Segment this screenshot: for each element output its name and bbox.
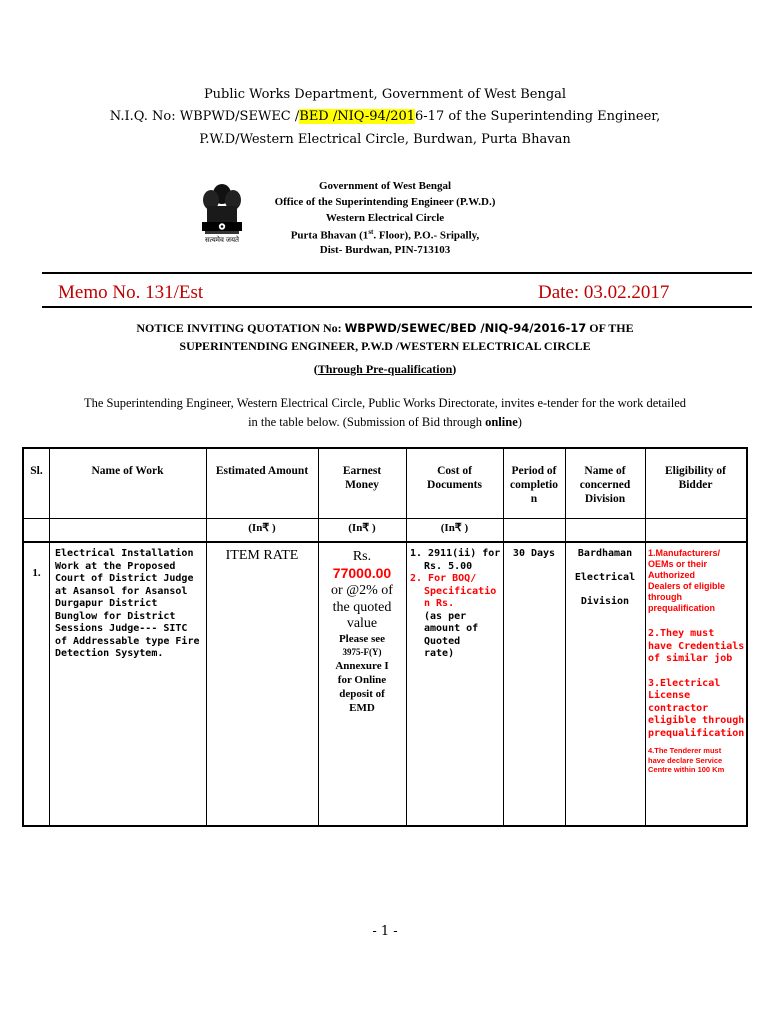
work-name-line: Bunglow for District xyxy=(55,610,176,622)
top-rule xyxy=(42,272,752,274)
eligibility-line: OEMs or their xyxy=(648,559,708,569)
header-sl: Sl. xyxy=(30,465,43,477)
memo-number: Memo No. 131/Est xyxy=(58,282,204,303)
col-divider xyxy=(645,449,646,825)
earnest-deposit-of: deposit of xyxy=(339,688,385,700)
cost-line: rate) xyxy=(424,648,455,659)
notice-title-3 xyxy=(60,360,710,378)
notice-title-2: SUPERINTENDING ENGINEER, P.W.D /WESTERN ELECTRICAL CIRCLE xyxy=(179,339,591,353)
eligibility-line: prequalification xyxy=(648,727,745,739)
notice-title-1 xyxy=(60,319,710,337)
header-cost-1: Cost of xyxy=(437,465,472,477)
header-eligibility-2: Bidder xyxy=(678,479,713,491)
intro-line-2 xyxy=(40,413,730,432)
col-divider xyxy=(206,449,207,825)
work-name-line: Electrical Installation xyxy=(55,548,194,559)
emblem-caption: सत्यमेव जयते xyxy=(204,237,240,244)
header-period-3: n xyxy=(530,493,538,505)
office-address-post: . Floor), P.O.- Sripally, xyxy=(373,229,480,242)
office-line-5: Dist- Burdwan, PIN-713103 xyxy=(319,244,451,256)
cost-line: 1. 2911(ii) for xyxy=(410,548,501,559)
eligibility-line: through xyxy=(648,592,682,602)
header-name-of-work: Name of Work xyxy=(91,465,164,477)
earnest-or-3: value xyxy=(346,616,378,631)
office-address-sup: st xyxy=(368,228,374,236)
intro-text: in the table below. (Submission of Bid through xyxy=(248,415,486,429)
office-line-1: Government of West Bengal xyxy=(318,180,452,192)
eligibility-line: eligible through xyxy=(648,715,745,726)
header-eligibility xyxy=(645,464,746,492)
eligibility-3 xyxy=(648,678,746,741)
earnest-please-see: Please see xyxy=(338,633,386,645)
cost-line: n Rs. xyxy=(424,598,455,609)
header-cost-of-documents xyxy=(406,464,503,492)
cost-line: 2. For BOQ/ xyxy=(410,573,477,584)
cost-line: Specificatio xyxy=(424,585,497,597)
unit-estimated: (In₹ ) xyxy=(248,522,276,534)
header-line-2 xyxy=(0,109,770,124)
intro-close: ) xyxy=(517,415,522,429)
eligibility-1 xyxy=(648,548,746,614)
earnest-money xyxy=(318,548,406,715)
header-earnest-1: Earnest xyxy=(342,465,382,477)
row-divider xyxy=(24,518,746,519)
work-name-line: of Addressable type Fire xyxy=(55,635,200,647)
header-period-1: Period of xyxy=(511,465,557,477)
cost-of-documents xyxy=(410,548,502,661)
office-line-4 xyxy=(230,228,540,242)
work-name-line: Durgapur District xyxy=(55,598,158,609)
row-sl: 1. xyxy=(32,567,41,579)
cost-line: Quoted xyxy=(424,635,461,647)
work-name-line: Sessions Judge--- SITC xyxy=(55,623,188,634)
header-earnest-money xyxy=(318,464,406,492)
earnest-amount: 77000.00 xyxy=(332,565,392,581)
header-cost-2: Documents xyxy=(427,479,482,491)
header-estimated-amount: Estimated Amount xyxy=(215,465,309,477)
eligibility xyxy=(648,548,746,775)
eligibility-line: Dealers of eligible xyxy=(648,581,726,591)
notice-number: WBPWD/SEWEC/BED /NIQ-94/2016-17 xyxy=(344,321,587,335)
eligibility-line: of similar job xyxy=(648,653,733,664)
earnest-annexure: Annexure I xyxy=(335,660,389,672)
header-period-of-completion xyxy=(503,464,565,506)
eligibility-line: 4.The Tenderer must xyxy=(648,746,722,755)
header-line-3: P.W.D/Western Electrical Circle, Burdwan, Purta Bhavan xyxy=(199,132,571,147)
col-divider xyxy=(49,449,50,825)
niq-prefix: N.I.Q. No: WBPWD/SEWEC / xyxy=(109,109,300,124)
eligibility-line: 3.Electrical xyxy=(648,677,721,689)
niq-suffix: 6-17 of the Superintending Engineer, xyxy=(415,109,661,124)
header-concerned-division xyxy=(565,464,645,506)
work-name-line: at Asansol for Asansol xyxy=(55,585,188,597)
memo-date: Date: 03.02.2017 xyxy=(538,282,670,303)
cost-line: (as per xyxy=(424,610,467,622)
eligibility-line: Authorized xyxy=(648,570,695,580)
cost-line: amount of xyxy=(424,623,479,634)
header-division-2: concerned xyxy=(579,479,631,491)
eligibility-4 xyxy=(648,746,746,775)
work-name-line: Work at the Proposed xyxy=(55,560,176,572)
period-of-completion: 30 Days xyxy=(512,548,556,559)
tender-table xyxy=(22,447,748,827)
unit-earnest: (In₹ ) xyxy=(348,522,376,534)
eligibility-line: 2.They must xyxy=(648,628,715,639)
division-line: Bardhaman xyxy=(577,548,633,559)
work-name-line: Detection Sysytem. xyxy=(55,648,164,659)
earnest-or-1: or @2% of xyxy=(331,583,393,598)
notice-paren-open: ( xyxy=(313,362,318,376)
niq-highlight: BED /NIQ-94/201 xyxy=(299,109,416,124)
header-earnest-2: Money xyxy=(345,479,379,491)
eligibility-line: License xyxy=(648,690,691,701)
bottom-rule xyxy=(42,306,752,308)
intro-online: online xyxy=(485,415,518,429)
office-address-pre: Purta Bhavan (1 xyxy=(290,229,369,242)
page-number: - 1 - xyxy=(372,924,398,939)
row-divider xyxy=(24,541,746,543)
header-division-3: Division xyxy=(584,493,626,505)
eligibility-line: prequalification xyxy=(648,603,716,613)
eligibility-line: have Credentials xyxy=(648,640,745,652)
eligibility-line: 1.Manufacturers/ xyxy=(648,548,721,558)
earnest-for-online: for Online xyxy=(337,674,387,686)
division-line: Division xyxy=(580,596,630,607)
concerned-division xyxy=(565,548,645,608)
col-divider xyxy=(406,449,407,825)
unit-cost: (In₹ ) xyxy=(440,522,469,534)
notice-paren-close: ) xyxy=(452,362,457,376)
office-line-3: Western Electrical Circle xyxy=(325,212,445,224)
work-name xyxy=(55,548,205,661)
earnest-or-2: the quoted xyxy=(332,600,392,615)
intro-line-1: The Superintending Engineer, Western Electrical Circle, Public Works Directorate, invites e-tender for the work detailed xyxy=(83,396,687,410)
estimated-amount: ITEM RATE xyxy=(225,548,299,563)
division-line: Electrical xyxy=(574,572,636,583)
earnest-rs: Rs. xyxy=(352,549,372,564)
earnest-emd: EMD xyxy=(349,702,375,714)
work-name-line: Court of District Judge xyxy=(55,573,194,584)
prequalification-label: Through Pre-qualification xyxy=(317,362,453,376)
office-line-2: Office of the Superintending Engineer (P.W.D.) xyxy=(274,196,496,208)
header-eligibility-1: Eligibility of xyxy=(664,465,727,477)
earnest-ref: 3975-F(Y) xyxy=(342,647,382,657)
notice-prefix: NOTICE INVITING QUOTATION No: xyxy=(136,321,345,335)
notice-suffix: OF THE xyxy=(586,321,634,335)
header-division-1: Name of xyxy=(584,465,626,477)
eligibility-line: have declare Service xyxy=(648,755,723,765)
eligibility-2 xyxy=(648,628,746,666)
header-period-2: completio xyxy=(510,479,558,491)
cost-line: Rs. 5.00 xyxy=(424,560,473,572)
eligibility-line: Centre within 100 Km xyxy=(648,765,725,774)
header-line-1: Public Works Department, Government of West Bengal xyxy=(203,87,567,102)
eligibility-line: contractor xyxy=(648,702,709,714)
